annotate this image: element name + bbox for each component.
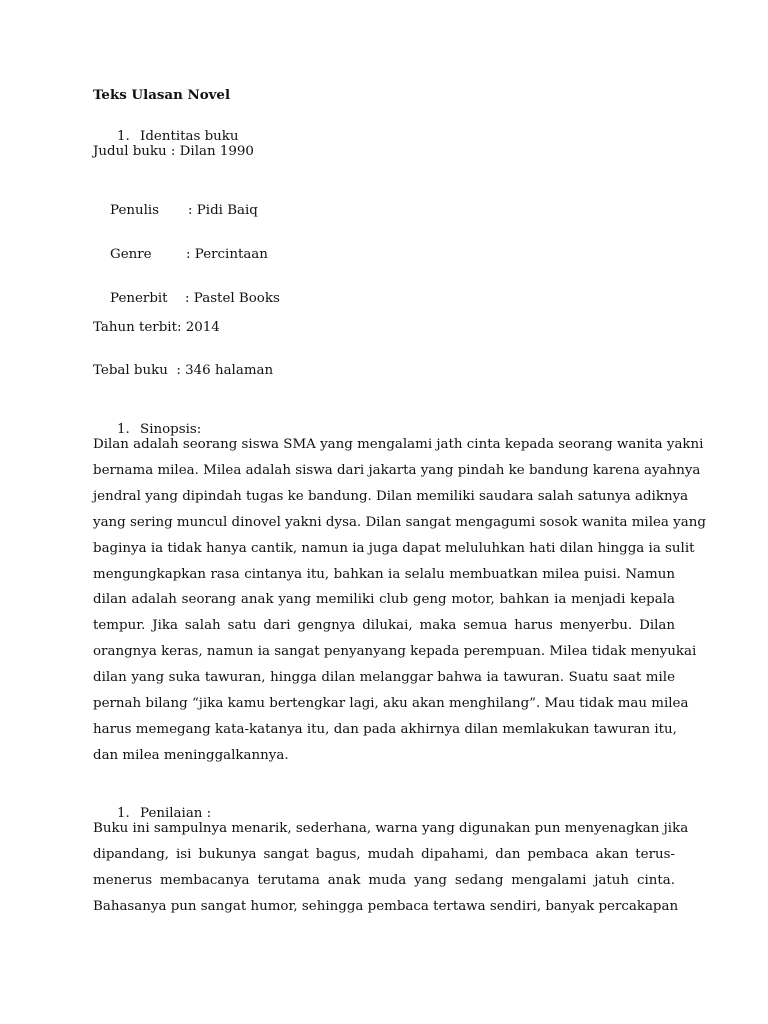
section-number: 1. xyxy=(117,129,130,144)
sinopsis-paragraph xyxy=(93,432,706,769)
penilaian-paragraph xyxy=(93,816,689,920)
section-heading-text: Penilaian : xyxy=(140,806,212,821)
field-judul-buku: Judul buku : Dilan 1990 xyxy=(93,144,254,159)
section-number: 1. xyxy=(117,806,130,821)
paragraph-line: orangnya keras, namun ia sangat penyanyang kepada perempuan. Milea tidak menyukai xyxy=(93,644,697,660)
field-value: : Pastel Books xyxy=(185,291,280,306)
field-label: Genre xyxy=(110,247,152,262)
paragraph-line: menerus membacanya terutama anak muda yang sedang mengalami jatuh cinta. xyxy=(93,872,675,888)
paragraph-line: dilan adalah seorang anak yang memiliki club geng motor, bahkan ia menjadi kepala xyxy=(93,592,675,608)
field-value: : Pidi Baiq xyxy=(188,203,258,218)
paragraph-line: dipandang, isi bukunya sangat bagus, mudah dipahami, dan pembaca akan terus- xyxy=(93,846,675,862)
paragraph-line: dilan yang suka tawuran, hingga dilan melanggar bahwa ia tawuran. Suatu saat mile xyxy=(93,670,675,686)
field-value: : Percintaan xyxy=(186,247,268,262)
paragraph-line: tempur. Jika salah satu dari gengnya dilukai, maka semua harus menyerbu. Dilan xyxy=(93,618,675,634)
paragraph-line: Buku ini sampulnya menarik, sederhana, warna yang digunakan pun menyenagkan jika xyxy=(93,821,689,836)
paragraph-line: pernah bilang “jika kamu bertengkar lagi, aku akan menghilang”. Mau tidak mau milea xyxy=(93,696,689,712)
paragraph-line: baginya ia tidak hanya cantik, namun ia juga dapat meluluhkan hati dilan hingga ia sulit xyxy=(93,540,695,556)
paragraph-line: bernama milea. Milea adalah siswa dari jakarta yang pindah ke bandung karena ayahnya xyxy=(93,462,701,478)
field-penulis xyxy=(93,188,258,233)
section-number: 1. xyxy=(117,422,130,437)
section-heading-text: Identitas buku xyxy=(140,129,239,144)
field-tebal-buku: Tebal buku : 346 halaman xyxy=(93,363,274,378)
paragraph-line: Bahasanya pun sangat humor, sehingga pembaca tertawa sendiri, banyak percakapan xyxy=(93,898,679,914)
field-label: Penerbit xyxy=(110,291,168,306)
paragraph-line: mengungkapkan rasa cintanya itu, bahkan ia selalu membuatkan milea puisi. Namun xyxy=(93,566,675,582)
paragraph-line: Dilan adalah seorang siswa SMA yang mengalami jath cinta kepada seorang wanita yakni xyxy=(93,437,704,452)
field-label: Penulis xyxy=(110,203,160,218)
field-genre xyxy=(93,232,268,277)
field-tahun-terbit: Tahun terbit: 2014 xyxy=(93,320,220,335)
paragraph-line: harus memegang kata-katanya itu, dan pada akhirnya dilan memlakukan tawuran itu, xyxy=(93,721,677,737)
paragraph-line: dan milea meninggalkannya. xyxy=(93,747,289,763)
document-title: Teks Ulasan Novel xyxy=(93,87,231,103)
section-heading-text: Sinopsis: xyxy=(140,422,202,437)
paragraph-line: jendral yang dipindah tugas ke bandung. Dilan memiliki saudara salah satunya adiknya xyxy=(93,488,689,504)
paragraph-line: yang sering muncul dinovel yakni dysa. Dilan sangat mengagumi sosok wanita milea yang xyxy=(93,514,706,530)
field-penerbit xyxy=(93,276,280,321)
